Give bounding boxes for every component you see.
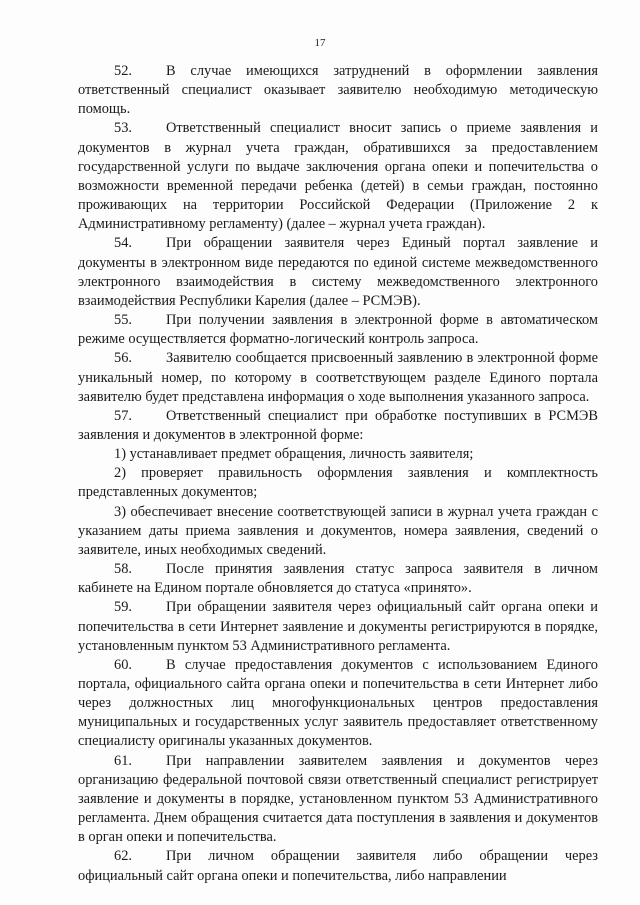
paragraph-number: 58.	[114, 561, 132, 578]
paragraph-number: 52.	[114, 63, 132, 79]
subitem-text: 1) устанавливает предмет обращения, личность заявителя;	[114, 446, 474, 463]
subitem-57-3	[78, 503, 598, 560]
paragraph-number: 57.	[114, 407, 132, 424]
paragraph-text: Ответственный специалист вносит запись о приеме заявления и документов в журнал учета граждан, обратившихся за предоставлением государственной услуги по выдаче заключения органа опеки и попечительства о возможности временной передачи ребенка (детей) в семьи граждан, постоянно проживающих на территории Российской Федерации (Приложение 2 к Административному регламенту) (далее – журнал учета граждан).	[78, 120, 598, 233]
paragraph-56	[78, 349, 598, 406]
subitem-57-1	[78, 445, 598, 464]
paragraph-52	[78, 62, 598, 119]
paragraph-number: 53.	[114, 120, 132, 137]
paragraph-text: При направлении заявителем заявления и документов через организацию федеральной почтовой связи ответственный специалист регистрирует заявление и документы в порядке, установленном пунктом 53 Административного регламента. Днем обращения считается дата поступления в заявления и документов в орган опеки и попечительства.	[78, 752, 598, 846]
paragraph-number: 62.	[114, 848, 132, 865]
paragraph-text: Заявителю сообщается присвоенный заявлению в электронной форме уникальный номер, по которому в соответствующем разделе Единого портала заявителю будет представлена информация о ходе выполнения указанного запроса.	[78, 350, 598, 405]
paragraph-number: 55.	[114, 312, 132, 329]
paragraph-59	[78, 598, 598, 655]
paragraph-62	[78, 847, 598, 885]
paragraph-text: При личном обращении заявителя либо обращении через официальный сайт органа опеки и попечительства, либо направлении	[78, 848, 598, 884]
subitem-57-2	[78, 464, 598, 502]
paragraph-number: 59.	[114, 599, 132, 616]
paragraph-58	[78, 560, 598, 598]
paragraph-text: При обращении заявителя через Единый портал заявление и документы в электронном виде передаются по единой системе межведомственного электронного взаимодействия в систему межведомственного электронного взаимодействия Республики Карелия (далее – РСМЭВ).	[78, 235, 598, 309]
subitem-text: 2) проверяет правильность оформления заявления и комплектность представленных документов;	[78, 465, 598, 501]
paragraph-60	[78, 656, 598, 752]
paragraph-61	[78, 752, 598, 848]
paragraph-55	[78, 311, 598, 349]
paragraph-number: 54.	[114, 235, 132, 252]
document-body	[78, 62, 598, 886]
paragraph-number: 60.	[114, 656, 132, 673]
paragraph-54	[78, 234, 598, 311]
paragraph-text: Ответственный специалист при обработке поступивших в РСМЭВ заявления и документов в электронной форме:	[78, 407, 598, 443]
paragraph-text: После принятия заявления статус запроса заявителя в личном кабинете на Едином портале обновляется до статуса «принято».	[78, 561, 598, 597]
paragraph-text: В случае имеющихся затруднений в оформлении заявления ответственный специалист оказывает заявителю необходимую методическую помощь.	[78, 63, 598, 118]
paragraph-57	[78, 407, 598, 445]
paragraph-53	[78, 119, 598, 234]
subitem-text: 3) обеспечивает внесение соответствующей записи в журнал учета граждан с указанием даты приема заявления и документов, номера заявления, сведений о заявителе, иных необходимых сведений.	[78, 503, 598, 558]
page-number: 17	[314, 37, 326, 49]
paragraph-text: В случае предоставления документов с использованием Единого портала, официального сайта органа опеки и попечительства в сети Интернет либо через должностных лиц многофункциональных центров предоставления муниципальных и государственных услуг заявитель предоставляет ответственному специалисту оригиналы указанных документов.	[78, 656, 598, 750]
paragraph-number: 56.	[114, 350, 132, 367]
paragraph-text: При получении заявления в электронной форме в автоматическом режиме осуществляется форматно-логический контроль запроса.	[78, 312, 598, 348]
paragraph-text: При обращении заявителя через официальный сайт органа опеки и попечительства в сети Интернет заявление и документы регистрируются в порядке, установленным пунктом 53 Административного регламента.	[78, 599, 598, 654]
paragraph-number: 61.	[114, 752, 132, 769]
